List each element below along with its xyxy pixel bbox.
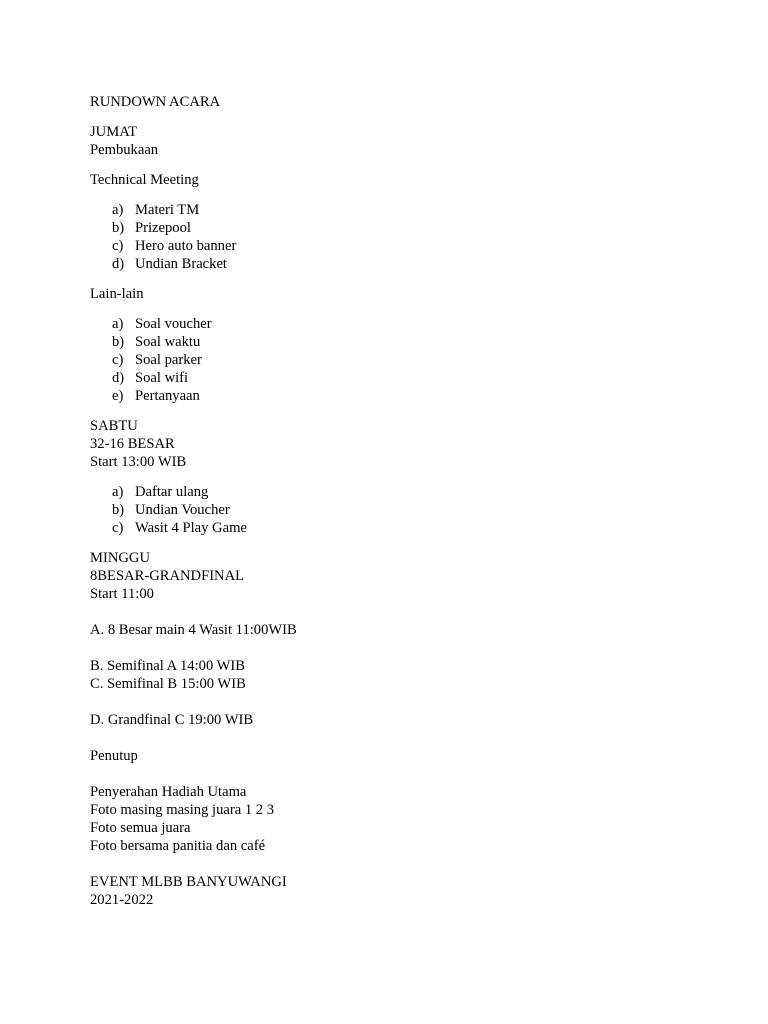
closing-heading: Penutup: [90, 748, 138, 764]
list-item: a) Materi TM: [112, 202, 200, 218]
match-a: A. 8 Besar main 4 Wasit 11:00WIB: [90, 622, 297, 638]
document-page: [90, 93, 690, 909]
list-item: a) Soal voucher: [112, 316, 212, 332]
sabtu-list: [90, 483, 690, 537]
list-item: a) Daftar ulang: [112, 484, 209, 500]
technical-meeting-heading: Technical Meeting: [90, 172, 199, 188]
match-b: B. Semifinal A 14:00 WIB: [90, 658, 245, 674]
list-item: b) Undian Voucher: [112, 502, 230, 518]
sabtu-stage: 32-16 BESAR: [90, 436, 175, 452]
list-item: e) Pertanyaan: [112, 388, 200, 404]
document-title: RUNDOWN ACARA: [90, 94, 221, 110]
other-heading: Lain-lain: [90, 286, 144, 302]
day-heading-sabtu: SABTU: [90, 418, 138, 434]
list-item: d) Soal wifi: [112, 370, 189, 386]
match-c: C. Semifinal B 15:00 WIB: [90, 676, 246, 692]
day-heading-minggu: MINGGU: [90, 550, 150, 566]
minggu-stage: 8BESAR-GRANDFINAL: [90, 568, 245, 584]
closing-item: Foto masing masing juara 1 2 3: [90, 802, 275, 818]
sabtu-start-time: Start 13:00 WIB: [90, 454, 187, 470]
list-item: c) Wasit 4 Play Game: [112, 520, 247, 536]
closing-item: Foto bersama panitia dan café: [90, 838, 266, 854]
opening-text: Pembukaan: [90, 142, 159, 158]
closing-item: Penyerahan Hadiah Utama: [90, 784, 247, 800]
list-item: c) Soal parker: [112, 352, 202, 368]
list-item: d) Undian Bracket: [112, 256, 227, 272]
closing-item: Foto semua juara: [90, 820, 191, 836]
list-item: b) Soal waktu: [112, 334, 201, 350]
day-heading-jumat: JUMAT: [90, 124, 138, 140]
other-list: [90, 315, 690, 405]
event-name: EVENT MLBB BANYUWANGI: [90, 874, 287, 890]
event-period: 2021-2022: [90, 892, 154, 908]
list-item: b) Prizepool: [112, 220, 191, 236]
match-d: D. Grandfinal C 19:00 WIB: [90, 712, 254, 728]
list-item: c) Hero auto banner: [112, 238, 237, 254]
technical-meeting-list: [90, 201, 690, 273]
minggu-start-time: Start 11:00: [90, 586, 154, 602]
